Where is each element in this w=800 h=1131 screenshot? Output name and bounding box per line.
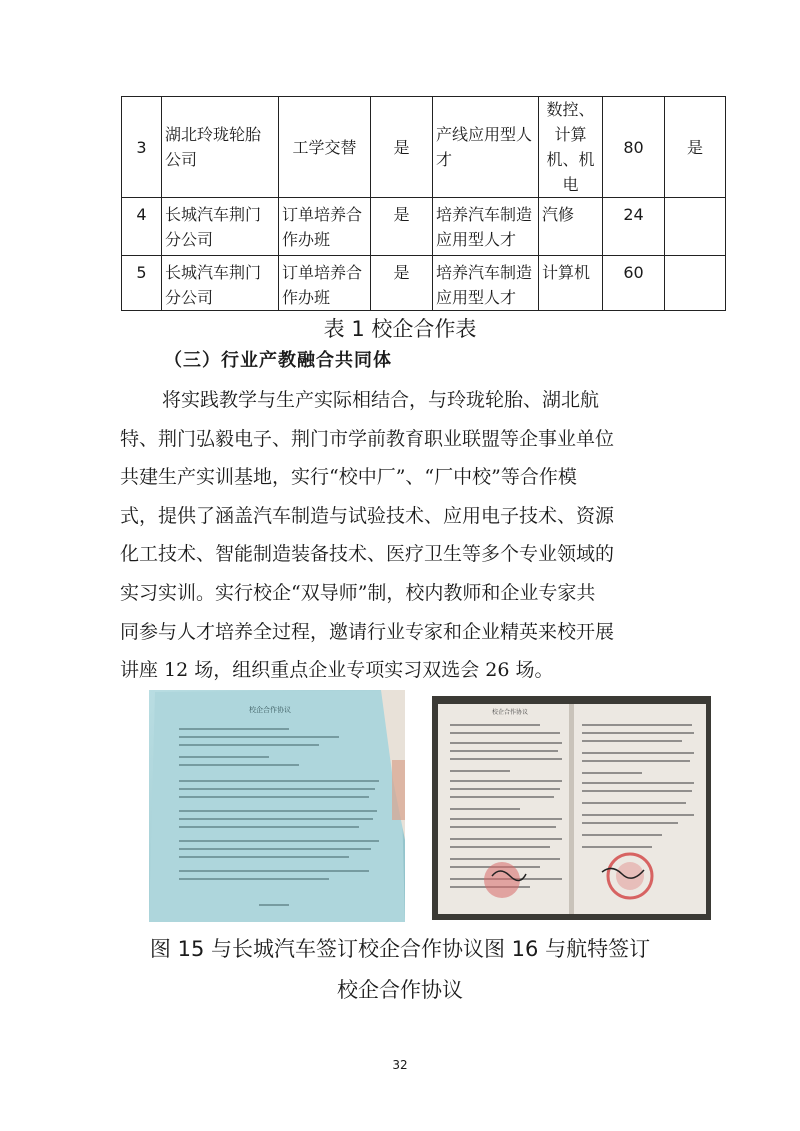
cell-major: 汽修 bbox=[539, 198, 603, 256]
cell-no: 3 bbox=[122, 97, 162, 198]
figure-caption-line-1: 图 15 与长城汽车签订校企合作协议图 16 与航特签订 bbox=[149, 937, 651, 961]
cell-count: 80 bbox=[603, 97, 665, 198]
section-heading: （三）行业产教融合共同体 bbox=[164, 350, 392, 371]
cell-goal: 培养汽车制造应用型人才 bbox=[433, 198, 539, 256]
cell-major: 计算机 bbox=[539, 256, 603, 311]
agreement-photo-hangte-image bbox=[432, 696, 711, 920]
cell-extra bbox=[665, 198, 726, 256]
table-row bbox=[122, 198, 726, 256]
cell-goal: 培养汽车制造应用型人才 bbox=[433, 256, 539, 311]
table-row bbox=[122, 256, 726, 311]
page-number: 32 bbox=[392, 1058, 408, 1072]
body-paragraph bbox=[120, 381, 710, 690]
agreement-photo-great-wall-image bbox=[149, 690, 405, 922]
cell-no: 5 bbox=[122, 256, 162, 311]
cell-count: 60 bbox=[603, 256, 665, 311]
cell-mode: 订单培养合作办班 bbox=[279, 198, 371, 256]
paragraph-line: 式，提供了涵盖汽车制造与试验技术、应用电子技术、资源 bbox=[120, 504, 615, 527]
cell-mode: 订单培养合作办班 bbox=[279, 256, 371, 311]
cell-extra bbox=[665, 256, 726, 311]
figure-caption-line-2: 校企合作协议 bbox=[337, 978, 463, 1002]
cell-goal: 产线应用型人才 bbox=[433, 97, 539, 198]
table-caption: 表 1 校企合作表 bbox=[323, 317, 477, 341]
photo-document-title: 校企合作协议 bbox=[249, 706, 291, 714]
paragraph-line: 讲座 12 场，组织重点企业专项实习双选会 26 场。 bbox=[120, 659, 554, 682]
cell-extra: 是 bbox=[665, 97, 726, 198]
agreement-photo-hangte bbox=[432, 696, 711, 920]
cell-company: 长城汽车荆门分公司 bbox=[162, 256, 279, 311]
cell-company: 长城汽车荆门分公司 bbox=[162, 198, 279, 256]
cell-agreement: 是 bbox=[371, 97, 433, 198]
paragraph-line: 共建生产实训基地，实行“校中厂”、“厂中校”等合作模 bbox=[120, 466, 577, 489]
cell-major: 数控、计算机、机电 bbox=[539, 97, 603, 198]
cell-no: 4 bbox=[122, 198, 162, 256]
cell-mode: 工学交替 bbox=[279, 97, 371, 198]
paragraph-line: 将实践教学与生产实际相结合，与玲珑轮胎、湖北航 bbox=[162, 389, 600, 411]
paragraph-line: 特、荆门弘毅电子、荆门市学前教育职业联盟等企事业单位 bbox=[120, 427, 615, 450]
paragraph-line: 实习实训。实行校企“双导师”制，校内教师和企业专家共 bbox=[120, 581, 596, 604]
cell-agreement: 是 bbox=[371, 198, 433, 256]
paragraph-line: 同参与人才培养全过程，邀请行业专家和企业精英来校开展 bbox=[120, 620, 615, 643]
table-row bbox=[122, 97, 726, 198]
photo-document-title: 校企合作协议 bbox=[492, 709, 529, 716]
cooperation-table bbox=[121, 96, 726, 311]
cell-agreement: 是 bbox=[371, 256, 433, 311]
paragraph-line: 化工技术、智能制造装备技术、医疗卫生等多个专业领域的 bbox=[120, 543, 615, 566]
agreement-photo-great-wall bbox=[149, 690, 405, 922]
cell-count: 24 bbox=[603, 198, 665, 256]
cell-company: 湖北玲珑轮胎公司 bbox=[162, 97, 279, 198]
